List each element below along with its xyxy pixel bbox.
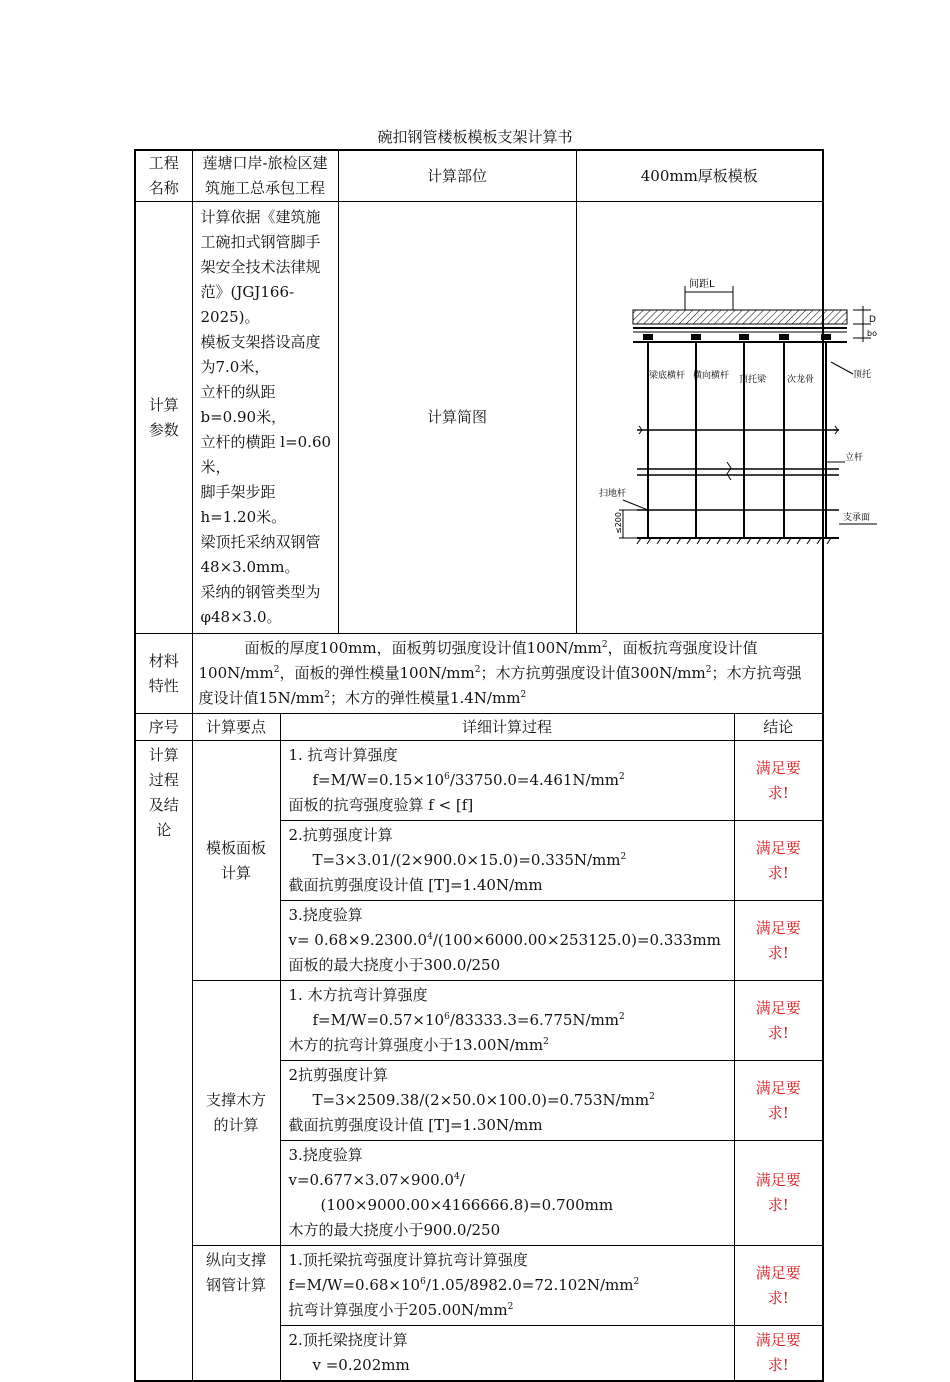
- label-pole: 立杆: [844, 452, 863, 463]
- calc-detail: [280, 741, 734, 821]
- sup: 2: [633, 1277, 640, 1287]
- formula: /: [459, 1171, 465, 1189]
- material-part: 面板的厚度100mm，面板剪切强度设计值100N/mm: [244, 639, 602, 657]
- group-name: 支撑木方的计算: [192, 981, 280, 1246]
- calc-detail: [280, 1061, 734, 1141]
- calc-detail: [280, 901, 734, 981]
- material-part: ，面板的弹性模量100N/mm: [279, 664, 475, 682]
- formula: v= 0.68×9.2300.0: [288, 931, 428, 949]
- formula: f=M/W=0.57×10: [312, 1011, 445, 1029]
- project-label: 工程名称: [135, 150, 192, 202]
- calc-detail: [280, 981, 734, 1061]
- document-title: 碗扣钢管楼板模板支架计算书: [377, 128, 573, 146]
- param-line: 立杆的横距 l=0.60米，: [200, 433, 332, 476]
- step-note: 抗弯计算强度小于205.00N/mm: [288, 1301, 508, 1319]
- sup: 2: [324, 690, 330, 700]
- header-row: [135, 150, 823, 202]
- dim-200-label: ≤200: [613, 511, 623, 534]
- step-title: 1. 抗弯计算强度: [288, 746, 398, 764]
- col-point: 计算要点: [192, 714, 280, 741]
- sup: 2: [705, 665, 712, 675]
- result-text: 满足要求!: [734, 901, 823, 981]
- formula: T=3×2509.38/(2×50.0×100.0)=0.753N/mm: [312, 1091, 650, 1109]
- diagram-cell: [576, 202, 877, 634]
- result-text: 满足要求!: [734, 821, 823, 901]
- material-part: ，面板抗弯强度设计值100N/mm: [198, 639, 758, 682]
- label-cross: 横向横杆: [692, 370, 729, 381]
- result-text: 满足要求!: [734, 1326, 823, 1382]
- formula: /1.05/8982.0=72.102N/mm: [425, 1276, 634, 1294]
- formula: (100×9000.00×4166666.8)=0.700mm: [320, 1196, 614, 1214]
- calc-detail: [280, 1141, 734, 1246]
- sup: 2: [620, 852, 627, 862]
- result-text: 满足要求!: [734, 1246, 823, 1326]
- formula: /33750.0=4.461N/mm: [449, 771, 620, 789]
- label-beam-small: 梁底横杆: [648, 370, 685, 381]
- result-text: 满足要求!: [734, 1061, 823, 1141]
- sup: 2: [649, 1092, 655, 1102]
- step-title: 1. 木方抗弯计算强度: [288, 986, 428, 1004]
- sup: 4: [427, 932, 433, 942]
- calc-row: [135, 741, 823, 821]
- spacing-label: 间距L: [688, 278, 715, 290]
- material-part: ；木方抗弯强度设计值15N/mm: [198, 664, 802, 707]
- param-line: 计算依据《建筑施工碗扣式钢管脚手架安全技术法律规范》(JGJ166-2025)。: [200, 208, 321, 326]
- label-keel: 次龙骨: [786, 374, 814, 385]
- param-line: 立杆的纵距 b=0.90米，: [200, 383, 287, 426]
- params-label: 计算参数: [135, 202, 192, 634]
- step-note: 截面抗剪强度设计值 [T]=1.40N/mm: [288, 876, 543, 894]
- sup: 4: [453, 1172, 460, 1182]
- step-title: 3.挠度验算: [288, 906, 363, 924]
- calc-detail: [280, 1246, 734, 1326]
- sup: 6: [444, 1012, 450, 1022]
- material-label: 材料特性: [135, 634, 192, 714]
- params-row: [135, 202, 823, 634]
- formula: v =0.202mm: [312, 1356, 410, 1374]
- step-note: 面板的抗弯强度验算 f < [f]: [288, 796, 474, 814]
- material-text: [192, 634, 823, 714]
- formula: T=3×3.01/(2×900.0×15.0)=0.335N/mm: [312, 851, 621, 869]
- params-text: [192, 202, 338, 634]
- col-detail: 详细计算过程: [280, 714, 734, 741]
- step-note: 面板的最大挠度小于300.0/250: [288, 956, 501, 974]
- sup: 2: [543, 1037, 549, 1047]
- formula: /(100×6000.00×253125.0)=0.333mm: [432, 931, 721, 949]
- step-title: 1.顶托梁抗弯强度计算抗弯计算强度: [288, 1251, 528, 1269]
- result-text: 满足要求!: [734, 1141, 823, 1246]
- sup: 2: [619, 1012, 625, 1022]
- step-title: 2抗剪强度计算: [288, 1066, 389, 1084]
- label-base: 支承面: [842, 512, 870, 523]
- formula: f=M/W=0.68×10: [288, 1276, 421, 1294]
- label-sweep: 扫地杆: [598, 488, 626, 499]
- formula: f=M/W=0.15×10: [312, 771, 445, 789]
- part-value: 400mm厚板模板: [576, 150, 823, 202]
- param-line: 模板支架搭设高度为7.0米，: [200, 333, 321, 376]
- param-line: 脚手架步距 h=1.20米。: [200, 483, 287, 526]
- result-text: 满足要求!: [734, 981, 823, 1061]
- calc-detail: [280, 821, 734, 901]
- project-name: 莲塘口岸-旅检区建筑施工总承包工程: [192, 150, 338, 202]
- scaffold-diagram: [577, 270, 897, 566]
- calculation-table: [134, 149, 877, 1382]
- dim-d-label: D: [868, 314, 876, 325]
- step-title: 2.顶托梁挠度计算: [288, 1331, 408, 1349]
- step-note: 截面抗剪强度设计值 [T]=1.30N/mm: [288, 1116, 543, 1134]
- part-label: 计算部位: [338, 150, 576, 202]
- col-no: 序号: [135, 714, 192, 741]
- step-note: 木方的抗弯计算强度小于13.00N/mm: [288, 1036, 544, 1054]
- slab: [633, 310, 847, 324]
- param-line: 采纳的钢管类型为φ48×3.0。: [200, 583, 321, 626]
- diagram-label: 计算简图: [338, 202, 576, 634]
- material-row: [135, 634, 823, 714]
- sup: 2: [520, 690, 527, 700]
- col-result: 结论: [734, 714, 823, 741]
- step-title: 2.抗剪强度计算: [288, 826, 393, 844]
- calc-detail: [280, 1326, 734, 1382]
- step-note: 木方的最大挠度小于900.0/250: [288, 1221, 501, 1239]
- sup: 2: [474, 665, 481, 675]
- label-top-support: 顶托梁: [738, 374, 766, 385]
- process-label: 计算过程及结论: [135, 741, 192, 1382]
- sup: 2: [273, 665, 280, 675]
- ledgers: [637, 430, 839, 510]
- sup: 6: [420, 1277, 426, 1287]
- sup: 2: [619, 772, 625, 782]
- result-text: 满足要求!: [734, 741, 823, 821]
- top-caps: [643, 334, 831, 340]
- formula: v=0.677×3.07×900.0: [288, 1171, 454, 1189]
- step-title: 3.挠度验算: [288, 1146, 363, 1164]
- sup: 6: [444, 772, 450, 782]
- calc-row: [135, 981, 823, 1061]
- param-line: 梁顶托采纳双钢管48×3.0mm。: [200, 533, 321, 576]
- sup: 2: [507, 1302, 514, 1312]
- group-name: 模板面板计算: [192, 741, 280, 981]
- material-part: ；木方的弹性模量1.4N/mm: [329, 689, 521, 707]
- label-top-cap: 顶托: [852, 369, 871, 380]
- material-part: ；木方抗剪强度设计值300N/mm: [480, 664, 706, 682]
- calc-row: [135, 1246, 823, 1326]
- column-header-row: [135, 714, 823, 741]
- dim-bo-label: bo: [866, 328, 877, 338]
- sup: 2: [601, 640, 608, 650]
- group-name: 纵向支撑钢管计算: [192, 1246, 280, 1382]
- formula: /83333.3=6.775N/mm: [449, 1011, 620, 1029]
